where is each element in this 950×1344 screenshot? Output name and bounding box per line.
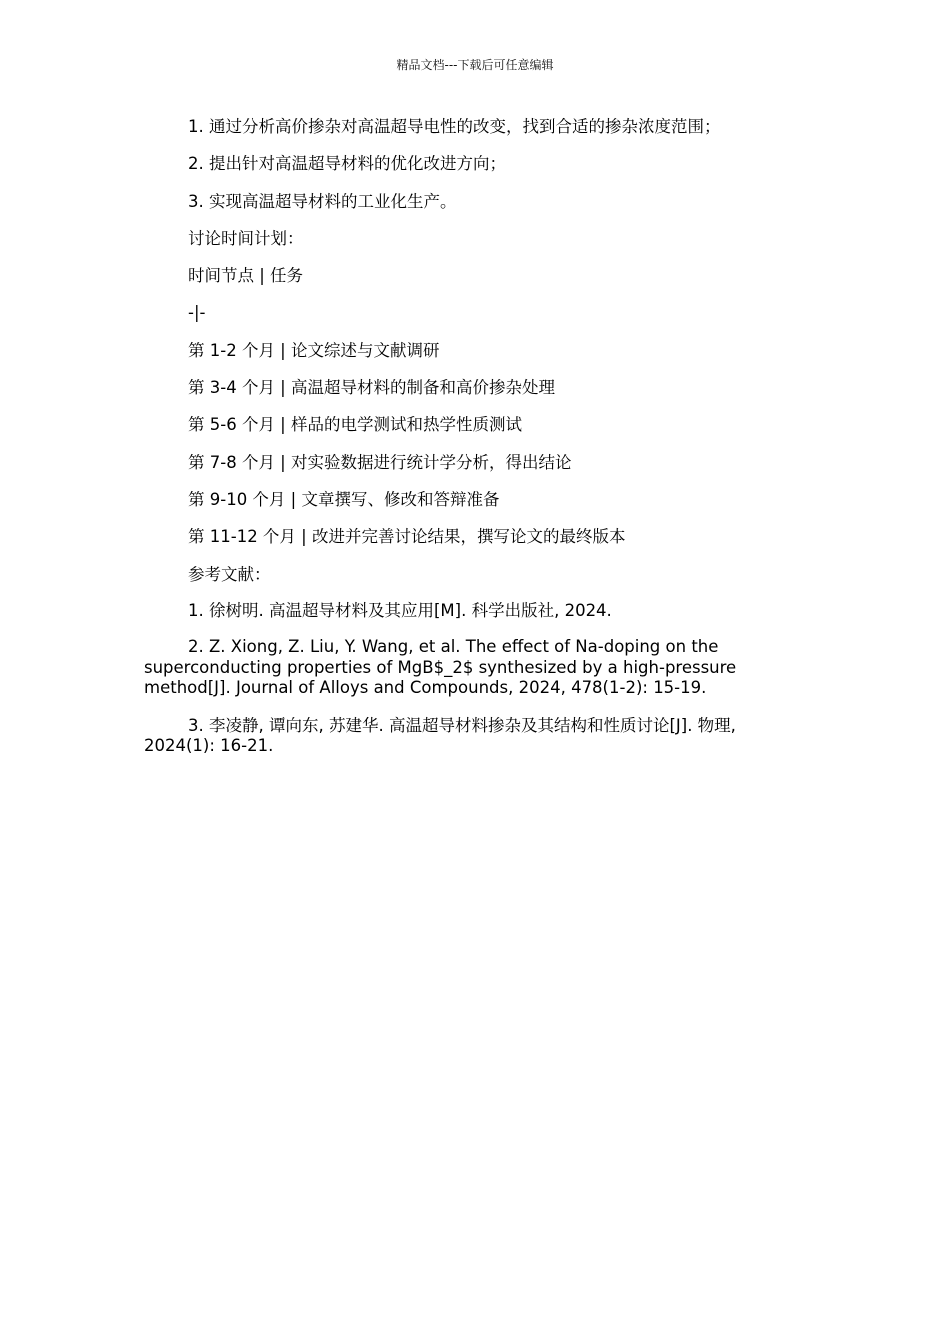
schedule-row: 第 5-6 个月 | 样品的电学测试和热学性质测试 (188, 415, 522, 435)
goal-item-3: 3. 实现高温超导材料的工业化生产。 (188, 191, 457, 211)
reference-item-3: 3. 李凌静, 谭向东, 苏建华. 高温超导材料掺杂及其结构和性质讨论[J]. 物理, 2024(1): 16-21. (144, 715, 736, 756)
schedule-row: 第 11-12 个月 | 改进并完善讨论结果，撰写论文的最终版本 (188, 527, 626, 547)
page-header: 精品文档---下载后可任意编辑 (396, 58, 554, 72)
schedule-row: 第 1-2 个月 | 论文综述与文献调研 (188, 340, 440, 360)
schedule-table-separator: -|- (188, 303, 206, 323)
goal-item-1: 1. 通过分析高价掺杂对高温超导电性的改变，找到合适的掺杂浓度范围； (188, 117, 721, 136)
schedule-row: 第 9-10 个月 | 文章撰写、修改和答辩准备 (188, 489, 500, 509)
reference-item-2: 2. Z. Xiong, Z. Liu, Y. Wang, et al. The effect of Na-doping on the superconducting properties of MgB$_2$ synthesized by a high-pressure method[J]. Journal of Alloys and Compounds, 2024, 478(1-2): 15-19. (144, 637, 737, 698)
schedule-heading: 讨论时间计划： (188, 228, 304, 248)
references-heading: 参考文献： (188, 564, 271, 584)
schedule-row: 第 3-4 个月 | 高温超导材料的制备和高价掺杂处理 (188, 378, 555, 398)
schedule-row: 第 7-8 个月 | 对实验数据进行统计学分析，得出结论 (188, 452, 572, 472)
document-body (144, 116, 784, 757)
goal-item-2: 2. 提出针对高温超导材料的优化改进方向； (188, 154, 506, 174)
reference-item-1: 1. 徐树明. 高温超导材料及其应用[M]. 科学出版社, 2024. (188, 600, 612, 620)
schedule-table-header: 时间节点 | 任务 (188, 266, 304, 286)
